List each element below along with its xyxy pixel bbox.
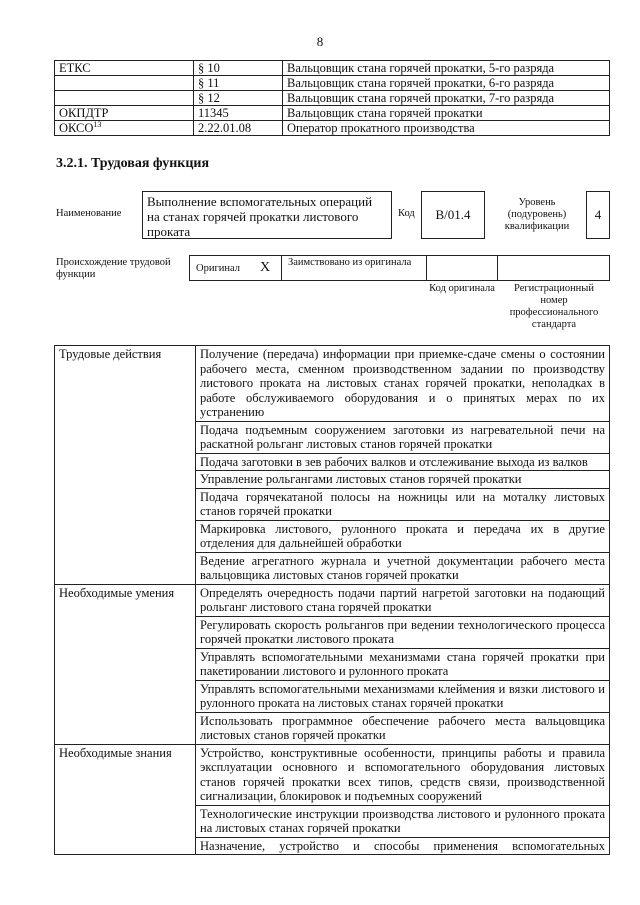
level-label: Уровень (подуровень) квалификации	[504, 197, 570, 232]
table-cell: Оператор прокатного производства	[283, 121, 610, 136]
table-row	[55, 76, 610, 91]
row-label: Необходимые знания	[55, 744, 196, 855]
table-cell: § 10	[194, 61, 283, 76]
name-label: Наименование	[56, 208, 122, 219]
borrowed-label: Заимствовано из оригинала	[288, 257, 412, 268]
table-row	[55, 584, 610, 616]
table-cell: 11345	[194, 106, 283, 121]
table-row	[55, 106, 610, 121]
table-row	[55, 121, 610, 136]
original-code-cell	[426, 255, 498, 281]
footnote-ref: 13	[93, 120, 102, 129]
function-name: Выполнение вспомогательных операций на станах горячей прокатки листового проката	[147, 194, 373, 239]
borrowed-cell	[281, 255, 427, 281]
table-cell: § 11	[194, 76, 283, 91]
table-cell: Маркировка листового, рулонного проката и передача их в другие отделения для дальнейшей обработки	[196, 520, 610, 552]
table-cell	[55, 91, 194, 106]
function-name-box	[142, 191, 392, 239]
table-cell	[55, 76, 194, 91]
table-cell	[55, 121, 194, 136]
registration-caption: Регистрационный номер профессионального стандарта	[509, 283, 599, 330]
table-cell: ЕТКС	[55, 61, 194, 76]
registration-number-cell	[497, 255, 610, 281]
table-cell: Вальцовщик стана горячей прокатки, 5-го разряда	[283, 61, 610, 76]
level-box	[586, 191, 610, 239]
table-row	[55, 61, 610, 76]
table-cell: Управление рольгангами листовых станов горячей прокатки	[196, 471, 610, 489]
table-cell: Назначение, устройство и способы применения вспомогательных	[196, 837, 610, 855]
table-cell: Подача подъемным сооружением заготовки из нагревательной печи на раскатной рольганг листовых станов горячей прокатки	[196, 421, 610, 453]
code-label: Код	[398, 208, 415, 219]
row-label: Необходимые умения	[55, 584, 196, 744]
original-mark: X	[260, 260, 271, 275]
function-code: B/01.4	[435, 207, 471, 222]
table-cell: Определять очередность подачи партий нагретой заготовки на подающий рольганг листового стана горячей прокатки	[196, 584, 610, 616]
table-cell: Регулировать скорость рольгангов при ведении технологического процесса горячей прокатки листового проката	[196, 616, 610, 648]
table-cell: Управлять вспомогательными механизмами стана горячей прокатки при пакетировании листового и рулонного проката	[196, 648, 610, 680]
table-row	[55, 744, 610, 805]
level-value: 4	[594, 207, 602, 222]
code-box	[421, 191, 485, 239]
original-label: Оригинал	[196, 263, 240, 274]
section-title: 3.2.1. Трудовая функция	[56, 156, 210, 171]
table-cell: Устройство, конструктивные особенности, принципы работы и правила эксплуатации основного и вспомогательного оборудования листовых станов горячей прокатки всех типов, средств связи, производственной сигнализации, блокировок и подъемных сооружений	[196, 744, 610, 805]
original-cell	[189, 255, 282, 281]
table-cell: Подача заготовки в зев рабочих валков и отслеживание выхода из валков	[196, 453, 610, 471]
table-cell: Управлять вспомогательными механизмами клеймения и вязки листового и рулонного проката на листовых станах горячей прокатки	[196, 680, 610, 712]
table-row	[55, 346, 610, 422]
table-cell: Получение (передача) информации при приемке-сдаче смены о состоянии рабочего места, сменном производственном задании по производству листового проката на листовых станах горячей прокатки, неполадках в работе обслуживаемого оборудования и о принятых мерах по их устранению	[196, 346, 610, 422]
code-caption: Код оригинала	[429, 283, 495, 294]
table-cell: ОКПДТР	[55, 106, 194, 121]
table-cell: 2.22.01.08	[194, 121, 283, 136]
row-label: Трудовые действия	[55, 346, 196, 585]
page-number: 8	[316, 34, 324, 49]
okso-label: ОКСО	[59, 121, 94, 135]
table-cell: Вальцовщик стана горячей прокатки, 7-го разряда	[283, 91, 610, 106]
table-cell: Использовать программное обеспечение рабочего места вальцовщика листовых станов горячей прокатки	[196, 712, 610, 744]
table-cell: Технологические инструкции производства листового и рулонного проката на листовых станах горячей прокатки	[196, 805, 610, 837]
table-cell: Ведение агрегатного журнала и учетной документации рабочего места вальцовщика листовых станов горячей прокатки	[196, 552, 610, 584]
table-cell: Подача горячекатаной полосы на ножницы или на моталку листовых станов горячей прокатки	[196, 488, 610, 520]
table-cell: Вальцовщик стана горячей прокатки, 6-го разряда	[283, 76, 610, 91]
table-cell: § 12	[194, 91, 283, 106]
main-table	[54, 345, 610, 855]
table-row	[55, 91, 610, 106]
table-cell: Вальцовщик стана горячей прокатки	[283, 106, 610, 121]
etks-table	[54, 60, 610, 136]
origin-label: Происхождение трудовой функции	[56, 257, 171, 280]
